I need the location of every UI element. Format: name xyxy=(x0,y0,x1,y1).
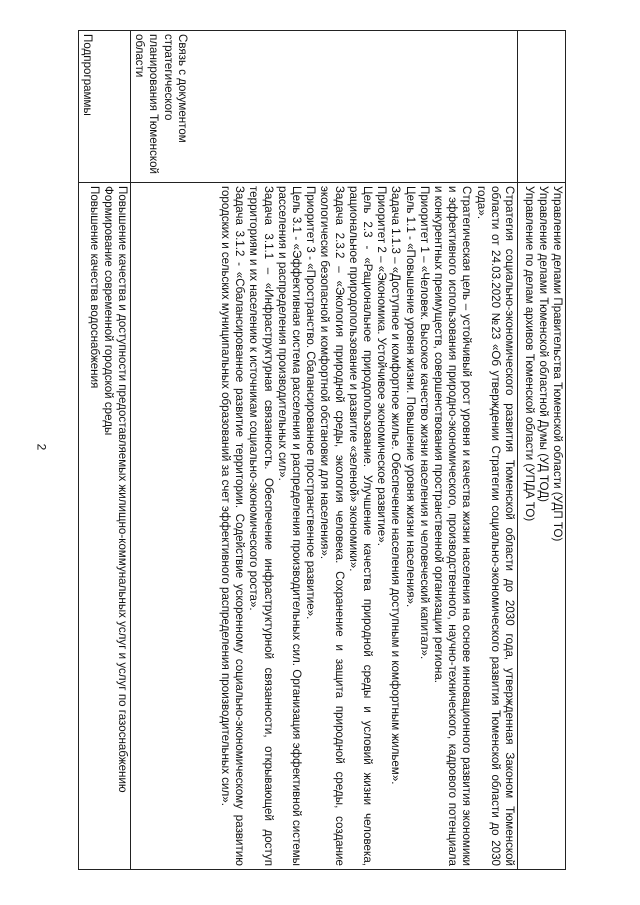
text-paragraph: Стратегия социально-экономического развития Тюменской области до 2030 года, утвержденная Законом Тюменской области от 24.03.2020 №23 «Об утверждении Стратегии социально-экономического развития Тюменской области до 2030 года». xyxy=(474,186,516,866)
text-paragraph: Цель 3.1 - «Эффективная система расселения и распределения производительных сил. Организация эффективной системы расселения и распределения производительных сил». xyxy=(275,186,303,866)
text-paragraph: Приоритет 2 – «Экономика. Устойчивое экономическое развитие». xyxy=(375,186,389,546)
table-row-subprograms xyxy=(79,31,131,870)
text-paragraph: Стратегическая цель – устойчивый рост уровня и качества жизни населения на основе инновационного развития экономики и эффективного использования природно-экономического, производственного, научно-технического, кадрового потенциала и конкурентных преимуществ, совершенствования пространственной организации региона. xyxy=(431,186,474,866)
text-paragraph: Задача 1.1.3 – «Доступное и комфортное жилье. Обеспечение населения доступным и комфортным жильем». xyxy=(389,186,403,785)
text-paragraph: Цель 1.1 - «Повышение уровня жизни. Повышение уровня жизни населения». xyxy=(403,186,417,608)
text-line: Управление делами Правительства Тюменской области (УДП ТО) xyxy=(551,186,564,542)
text-line: Формирование современной городской среды xyxy=(101,186,115,436)
text-line: Управление делами Тюменской областной Думы (УД ТОД) xyxy=(536,186,550,503)
text-paragraph: Задача 3.1.1 – «Инфраструктурная связанность. Обеспечение инфраструктурной связанности, открывающей доступ территориям и их населению к источникам социально-экономического роста». xyxy=(247,186,275,866)
text-line: Повышение качества и доступности предоставляемых жилищно-коммунальных услуг и услуг по газоснабжению xyxy=(116,186,129,793)
table-row-strategy-link xyxy=(131,31,518,870)
row-label: Связь с документом стратегического планирования Тюменской области xyxy=(131,31,518,183)
row-label xyxy=(518,31,566,183)
row-label: Подпрограммы xyxy=(79,31,131,183)
page-number: 2 xyxy=(34,443,49,451)
row-content xyxy=(79,183,131,870)
text-paragraph: Задача 2.3.2 – «Экология природной среды, экология человека. Сохранение и защита природной среды, создание экологически безопасной и комфортной обстановки для населения». xyxy=(318,186,346,866)
text-line: Повышение качества водоснабжения xyxy=(87,186,101,389)
passport-table xyxy=(78,30,566,870)
row-content xyxy=(131,183,518,870)
passport-table-rotated xyxy=(79,30,566,870)
text-paragraph: Цель 2.3 - «Рациональное природопользование. Улучшение качества природной среды и условий жизни человека, рациональное природопользование и развитие «зеленой» экономики». xyxy=(346,186,374,866)
text-paragraph: Приоритет 1 – «Человек. Высокое качество жизни населения и человеческий капитал». xyxy=(417,186,431,660)
text-line: Управление по делам архивов Тюменской области (УПДА ТО) xyxy=(522,186,536,522)
text-paragraph: Приоритет 3 - «Пространство. Сбалансированное пространственное развитие». xyxy=(304,186,318,620)
row-content xyxy=(518,183,566,870)
table-row-responsible xyxy=(518,31,566,870)
text-paragraph: Задача 3.1.2 - «Сбалансированное развитие территории. Содействие ускоренному социально-экономическому развитию городских и сельских муниципальных образований за счет эффективного распределения производительных сил». xyxy=(218,186,247,866)
